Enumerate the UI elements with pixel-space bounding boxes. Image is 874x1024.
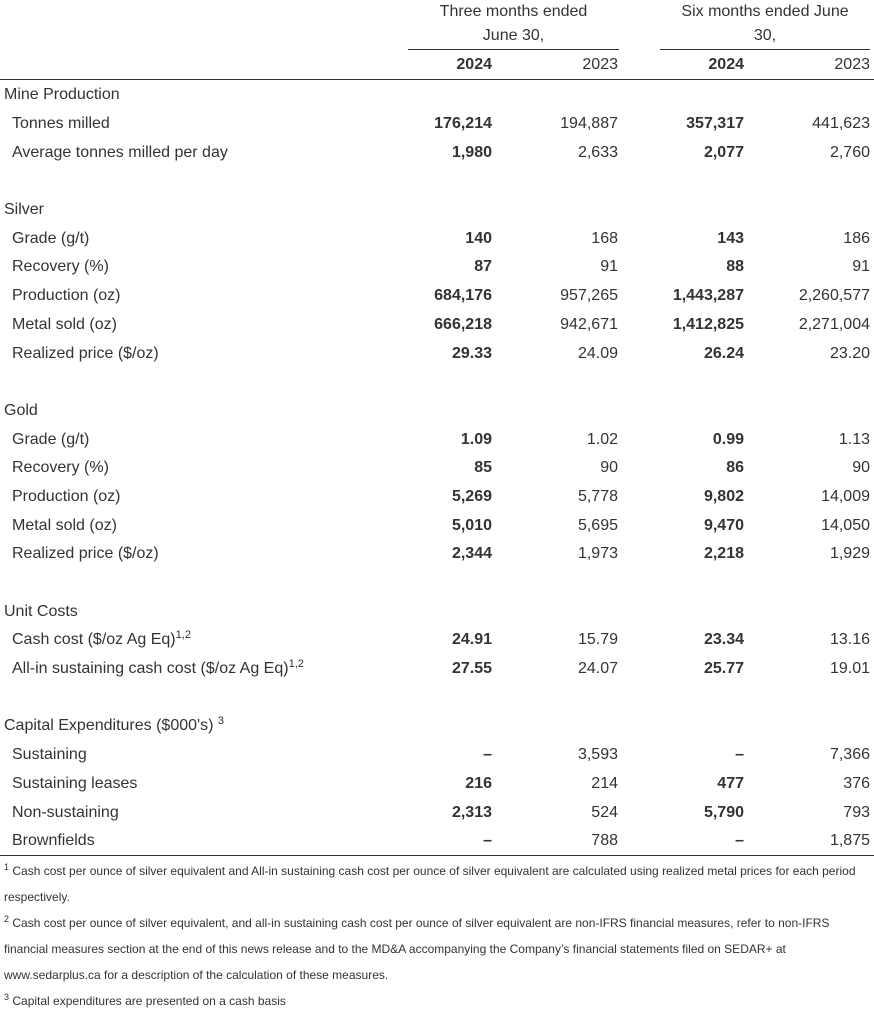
value-q2-2023: 1.02 [586, 430, 618, 448]
value-h1-2024: 86 [726, 459, 744, 477]
value-h1-2023: 19.01 [829, 660, 870, 678]
header-line: 30, [753, 27, 777, 44]
value-q2-2024: 5,010 [451, 516, 492, 534]
spacer-row [0, 569, 874, 598]
row-label: Non-sustaining [12, 803, 119, 821]
footnote-text: Cash cost per ounce of silver equivalent and All-in sustaining cash cost per ounce of silver equivalent are calculated using realized metal prices for each period respectively. [4, 864, 856, 904]
year-header: 2024 [456, 56, 492, 73]
header-rule-left [408, 49, 619, 50]
value-q2-2023: 90 [600, 459, 618, 477]
value-h1-2023: 441,623 [812, 115, 870, 133]
value-h1-2024: 0.99 [712, 430, 744, 448]
year-header: 2023 [834, 56, 870, 73]
header-three-months [408, 0, 619, 48]
table-row [0, 282, 874, 311]
header-six-months [660, 0, 870, 48]
value-h1-2024: 5,790 [703, 803, 744, 821]
table-row [0, 425, 874, 454]
row-label: Metal sold (oz) [12, 315, 117, 333]
metrics-table-body [0, 81, 874, 856]
value-q2-2024: 684,176 [434, 287, 492, 305]
value-h1-2023: 376 [843, 774, 870, 792]
value-q2-2023: 1,973 [577, 545, 618, 563]
section-title: Capital Expenditures ($000's) [4, 717, 214, 735]
footnote-ref: 3 [217, 715, 224, 728]
row-label: Production (oz) [12, 487, 121, 505]
row-label: Metal sold (oz) [12, 516, 117, 534]
value-q2-2023: 5,695 [577, 516, 618, 534]
footnote-ref: 1,2 [288, 658, 304, 671]
section-header-row [0, 196, 874, 225]
table-row [0, 483, 874, 512]
value-h1-2024: 9,802 [703, 487, 744, 505]
value-h1-2024: 143 [717, 229, 744, 247]
value-h1-2023: 2,260,577 [798, 287, 870, 305]
footnote [4, 858, 864, 910]
section-title: Unit Costs [4, 602, 78, 620]
value-q2-2024: – [483, 746, 492, 764]
value-q2-2024: 85 [474, 459, 492, 477]
row-label: Realized price ($/oz) [12, 545, 159, 563]
footnotes [4, 858, 864, 1014]
value-h1-2023: 14,009 [821, 487, 870, 505]
table-top-rule [0, 79, 874, 80]
value-h1-2023: 7,366 [829, 746, 870, 764]
value-q2-2024: 2,344 [451, 545, 492, 563]
row-label: Grade (g/t) [12, 430, 90, 448]
table-row [0, 741, 874, 770]
value-h1-2023: 23.20 [829, 344, 870, 362]
value-h1-2024: – [735, 746, 744, 764]
value-h1-2023: 1.13 [838, 430, 870, 448]
table-row [0, 827, 874, 856]
value-h1-2023: 793 [843, 803, 870, 821]
value-q2-2023: 194,887 [560, 115, 618, 133]
value-h1-2024: 2,218 [703, 545, 744, 563]
value-q2-2023: 942,671 [560, 315, 618, 333]
value-q2-2024: 5,269 [451, 487, 492, 505]
row-label: Cash cost ($/oz Ag Eq) [12, 631, 176, 649]
footnote-text: Capital expenditures are presented on a cash basis [12, 994, 286, 1008]
row-label: Tonnes milled [12, 115, 110, 133]
footnote-ref: 1,2 [175, 629, 191, 642]
section-header-row [0, 397, 874, 426]
section-header-row [0, 597, 874, 626]
row-label: Grade (g/t) [12, 229, 90, 247]
section-title: Gold [4, 401, 38, 419]
table-row [0, 224, 874, 253]
row-label: All-in sustaining cash cost ($/oz Ag Eq) [12, 660, 289, 678]
value-h1-2024: 26.24 [703, 344, 744, 362]
section-header-row [0, 712, 874, 741]
value-h1-2023: 2,271,004 [798, 315, 870, 333]
value-h1-2023: 14,050 [821, 516, 870, 534]
row-label: Recovery (%) [12, 258, 109, 276]
value-h1-2024: 1,443,287 [672, 287, 744, 305]
spacer-row [0, 683, 874, 712]
table-row [0, 110, 874, 139]
value-q2-2023: 15.79 [577, 631, 618, 649]
table-row [0, 454, 874, 483]
value-q2-2023: 91 [600, 258, 618, 276]
value-h1-2024: 2,077 [703, 143, 744, 161]
value-q2-2024: 140 [465, 229, 492, 247]
section-header-row [0, 81, 874, 110]
footnote-number: 2 [4, 914, 10, 924]
row-label: Production (oz) [12, 287, 121, 305]
value-q2-2024: 666,218 [434, 315, 492, 333]
section-title: Silver [4, 201, 45, 219]
value-q2-2024: 24.91 [451, 631, 492, 649]
footnote-number: 1 [4, 862, 10, 872]
value-q2-2023: 3,593 [577, 746, 618, 764]
value-q2-2023: 957,265 [560, 287, 618, 305]
value-q2-2023: 524 [591, 803, 618, 821]
metrics-table [0, 81, 874, 856]
value-h1-2023: 91 [852, 258, 870, 276]
table-row [0, 339, 874, 368]
value-q2-2024: 176,214 [434, 115, 492, 133]
footnote [4, 910, 864, 988]
value-q2-2024: 2,313 [451, 803, 492, 821]
value-q2-2024: 216 [465, 774, 492, 792]
table-row [0, 511, 874, 540]
value-q2-2023: 168 [591, 229, 618, 247]
value-h1-2024: 88 [726, 258, 744, 276]
value-h1-2023: 1,875 [829, 832, 870, 850]
table-row [0, 253, 874, 282]
table-row [0, 540, 874, 569]
footnote-number: 3 [4, 992, 10, 1002]
value-q2-2023: 788 [591, 832, 618, 850]
table-bottom-rule [0, 855, 874, 856]
footnote [4, 988, 864, 1014]
value-h1-2024: 23.34 [703, 631, 744, 649]
table-row [0, 626, 874, 655]
value-h1-2023: 13.16 [829, 631, 870, 649]
value-q2-2024: – [483, 832, 492, 850]
header-line: Three months ended [439, 3, 588, 20]
spacer-row [0, 368, 874, 397]
spacer-row [0, 167, 874, 196]
table-row [0, 138, 874, 167]
value-q2-2023: 2,633 [577, 143, 618, 161]
value-q2-2023: 24.07 [577, 660, 618, 678]
header-line: Six months ended June [681, 3, 849, 20]
value-h1-2023: 1,929 [829, 545, 870, 563]
table-row [0, 311, 874, 340]
year-header: 2023 [582, 56, 618, 73]
value-h1-2023: 90 [852, 459, 870, 477]
value-h1-2024: 357,317 [686, 115, 744, 133]
header-line: June 30, [482, 27, 545, 44]
value-q2-2023: 24.09 [577, 344, 618, 362]
value-q2-2024: 27.55 [451, 660, 492, 678]
value-h1-2024: 1,412,825 [672, 315, 744, 333]
value-q2-2024: 1.09 [460, 430, 492, 448]
value-h1-2024: 9,470 [703, 516, 744, 534]
value-q2-2024: 29.33 [451, 344, 492, 362]
value-h1-2023: 2,760 [829, 143, 870, 161]
table-row [0, 770, 874, 799]
footnote-text: Cash cost per ounce of silver equivalent, and all-in sustaining cash cost per ounce of silver equivalent are non-IFRS financial measures, refer to non-IFRS financial measures section at the end of this news release and to the MD&A accompanying the Company’s financial statements filed on SEDAR+ at www.sedarplus.ca for a description of the calculation of these measures. [4, 916, 830, 982]
header-rule-right [660, 49, 870, 50]
row-label: Recovery (%) [12, 459, 109, 477]
value-h1-2024: 477 [717, 774, 744, 792]
row-label: Average tonnes milled per day [12, 143, 228, 161]
row-label: Brownfields [12, 832, 95, 850]
value-h1-2024: 25.77 [703, 660, 744, 678]
row-label: Sustaining [12, 746, 87, 764]
value-q2-2023: 214 [591, 774, 618, 792]
table-row [0, 798, 874, 827]
table-row [0, 655, 874, 684]
value-q2-2024: 1,980 [451, 143, 492, 161]
section-title: Mine Production [4, 86, 120, 104]
row-label: Realized price ($/oz) [12, 344, 159, 362]
row-label: Sustaining leases [12, 774, 138, 792]
year-header: 2024 [708, 56, 744, 73]
value-h1-2023: 186 [843, 229, 870, 247]
value-h1-2024: – [735, 832, 744, 850]
value-q2-2024: 87 [474, 258, 492, 276]
value-q2-2023: 5,778 [577, 487, 618, 505]
